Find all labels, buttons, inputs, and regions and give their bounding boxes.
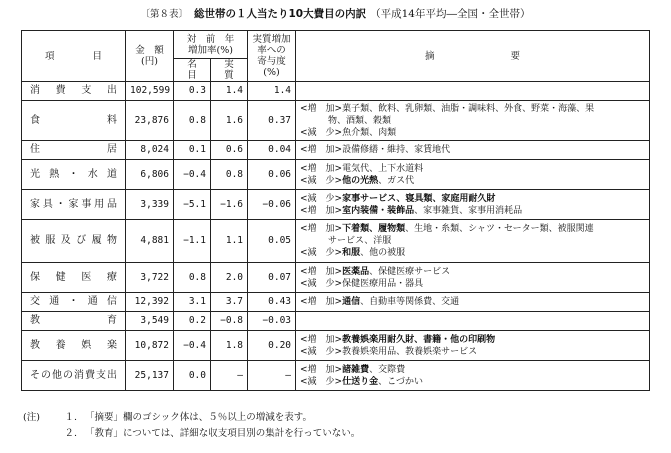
summary-emphasis: 仕送り金 (342, 376, 379, 387)
note-1: (注) １. 「摘要」欄のゴシック体は、５％以上の増減を表す。 (23, 412, 313, 423)
summary-line (300, 175, 645, 187)
summary-text: 、自動車等関係費、交通 (360, 297, 460, 307)
row-amount: 10,872 (126, 331, 174, 361)
row-real: 1.6 (211, 101, 248, 141)
summary-line (300, 376, 645, 388)
row-contrib: 0.43 (248, 293, 296, 312)
row-category: 食料 (22, 101, 126, 141)
row-real: 0.6 (211, 141, 248, 160)
summary-text: 、交際費 (369, 364, 406, 375)
table-row (22, 101, 650, 141)
summary-emphasis: 下着類、履物類 (342, 224, 406, 234)
table-row (22, 141, 650, 160)
row-amount: 3,722 (126, 263, 174, 293)
header-amount: 金 額 (円) (126, 31, 174, 82)
row-category: 教育 (22, 312, 126, 331)
row-amount: 4,881 (126, 220, 174, 263)
row-contrib: −0.06 (248, 190, 296, 220)
summary-text: <減 少>魚介類、肉類 (300, 127, 397, 138)
summary-text: <増 加> (300, 205, 343, 216)
row-real: 1.8 (211, 331, 248, 361)
table-main-title: 総世帯の１人当たり10大費目の内訳 (194, 8, 367, 20)
summary-text: <減 少>保健医療用品・器具 (300, 278, 424, 289)
table-row (22, 312, 650, 331)
summary-emphasis: 諸雑費 (342, 364, 370, 375)
row-summary (296, 141, 650, 160)
row-nominal: 0.3 (174, 82, 211, 101)
row-contrib: 0.20 (248, 331, 296, 361)
summary-text: <増 加>設備修繕・維持、家賃地代 (300, 145, 451, 155)
summary-emphasis: 家事サービス、寝具類、家庭用耐久財 (342, 193, 496, 204)
summary-line (300, 296, 645, 308)
row-real: −0.8 (211, 312, 248, 331)
row-amount: 102,599 (126, 82, 174, 101)
row-summary (296, 220, 650, 263)
summary-text: <減 少>教養娯楽用品、教養娯楽サービス (300, 346, 478, 357)
row-nominal: 0.8 (174, 263, 211, 293)
header-nominal: 名 目 (174, 59, 211, 82)
summary-text: <増 加> (300, 266, 343, 277)
table-row (22, 361, 650, 391)
row-real: 3.7 (211, 293, 248, 312)
summary-emphasis: 医薬品 (342, 266, 370, 277)
summary-line (300, 115, 645, 127)
summary-text: <減 少> (300, 248, 343, 258)
row-summary (296, 101, 650, 141)
row-amount: 25,137 (126, 361, 174, 391)
table-row (22, 190, 650, 220)
row-real: ― (211, 361, 248, 391)
summary-text: <増 加> (300, 334, 343, 345)
summary-line (300, 223, 645, 235)
summary-text: 、家事雑貨、家事用消耗品 (414, 205, 523, 216)
summary-text: <減 少> (300, 193, 343, 204)
row-contrib: ― (248, 361, 296, 391)
row-nominal: −5.1 (174, 190, 211, 220)
row-summary (296, 361, 650, 391)
note-2: ２. 「教育」については、詳細な収支項目別の集計を行っていない。 (64, 428, 361, 439)
summary-line (300, 103, 645, 115)
row-category: 消費支出 (22, 82, 126, 101)
row-real: −1.6 (211, 190, 248, 220)
row-summary (296, 331, 650, 361)
table-row (22, 220, 650, 263)
table-number: 〔第８表〕 (140, 9, 188, 20)
summary-text: 、他の被服 (360, 248, 406, 258)
row-summary (296, 263, 650, 293)
table-row (22, 263, 650, 293)
summary-text: 、生地・糸類、シャツ・セーター類、被服関連 (405, 224, 594, 234)
header-rate: 対 前 年 増加率(%) (174, 31, 248, 59)
row-category: 交通・通信 (22, 293, 126, 312)
header-item: 項 目 (22, 31, 126, 82)
summary-line (300, 144, 645, 156)
summary-line (300, 235, 645, 247)
row-contrib: −0.03 (248, 312, 296, 331)
row-real: 2.0 (211, 263, 248, 293)
row-amount: 23,876 (126, 101, 174, 141)
row-amount: 3,549 (126, 312, 174, 331)
header-real: 実 質 (211, 59, 248, 82)
row-nominal: 3.1 (174, 293, 211, 312)
row-nominal: −1.1 (174, 220, 211, 263)
row-contrib: 0.06 (248, 160, 296, 190)
summary-line (300, 193, 645, 205)
row-summary (296, 82, 650, 101)
summary-line (300, 163, 645, 175)
row-summary (296, 160, 650, 190)
table-row (22, 331, 650, 361)
summary-text: 、保健医療サービス (369, 266, 451, 277)
summary-line (300, 266, 645, 278)
row-summary (296, 190, 650, 220)
table-row (22, 82, 650, 101)
summary-emphasis: 他の光熱 (342, 175, 379, 186)
summary-text: <増 加>電気代、上下水道料 (300, 163, 424, 174)
notes (23, 410, 360, 442)
summary-emphasis: 和服 (342, 248, 361, 258)
row-category: その他の消費支出 (22, 361, 126, 391)
summary-text: 、こづかい (378, 376, 423, 387)
summary-text: 、ガス代 (378, 175, 415, 186)
row-amount: 8,024 (126, 141, 174, 160)
row-category: 保健医療 (22, 263, 126, 293)
row-contrib: 0.04 (248, 141, 296, 160)
row-real: 1.4 (211, 82, 248, 101)
summary-line (300, 278, 645, 290)
summary-line (300, 334, 645, 346)
table-title (0, 6, 671, 21)
summary-text: <増 加>菓子類、飲料、乳卵類、油脂・調味料、外食、野菜・海藻、果 (300, 103, 595, 114)
row-category: 被服及び履物 (22, 220, 126, 263)
summary-line (300, 127, 645, 139)
row-category: 教養娯楽 (22, 331, 126, 361)
row-amount: 3,339 (126, 190, 174, 220)
row-contrib: 0.05 (248, 220, 296, 263)
table-subtitle: （平成14年平均―全国・全世帯） (370, 8, 531, 20)
summary-text: 物、酒類、穀類 (328, 115, 392, 126)
row-category: 住居 (22, 141, 126, 160)
row-summary (296, 293, 650, 312)
summary-text: サービス、洋服 (328, 236, 392, 246)
row-nominal: 0.2 (174, 312, 211, 331)
summary-line (300, 247, 645, 259)
row-amount: 12,392 (126, 293, 174, 312)
row-category: 光熱・水道 (22, 160, 126, 190)
row-category: 家具・家事用品 (22, 190, 126, 220)
row-summary (296, 312, 650, 331)
row-nominal: −0.4 (174, 160, 211, 190)
summary-text: <減 少> (300, 175, 343, 186)
summary-emphasis: 教養娯楽用耐久財、書籍・他の印刷物 (342, 334, 496, 345)
row-nominal: 0.0 (174, 361, 211, 391)
row-real: 1.1 (211, 220, 248, 263)
row-real: 0.8 (211, 160, 248, 190)
row-amount: 6,806 (126, 160, 174, 190)
summary-text: <増 加> (300, 364, 343, 375)
header-contrib: 実質増加 率への 寄与度 (%) (248, 31, 296, 82)
summary-text: <増 加> (300, 297, 343, 307)
row-contrib: 0.07 (248, 263, 296, 293)
row-nominal: −0.4 (174, 331, 211, 361)
row-nominal: 0.8 (174, 101, 211, 141)
expenditure-table (21, 30, 650, 391)
summary-text: <増 加> (300, 224, 343, 234)
row-contrib: 0.37 (248, 101, 296, 141)
row-contrib: 1.4 (248, 82, 296, 101)
summary-line (300, 364, 645, 376)
summary-emphasis: 室内装備・装飾品 (342, 205, 415, 216)
row-nominal: 0.1 (174, 141, 211, 160)
header-summary: 摘 要 (296, 31, 650, 82)
summary-line (300, 205, 645, 217)
summary-emphasis: 通信 (342, 297, 361, 307)
table-row (22, 293, 650, 312)
table-row (22, 160, 650, 190)
summary-line (300, 346, 645, 358)
summary-text: <減 少> (300, 376, 343, 387)
